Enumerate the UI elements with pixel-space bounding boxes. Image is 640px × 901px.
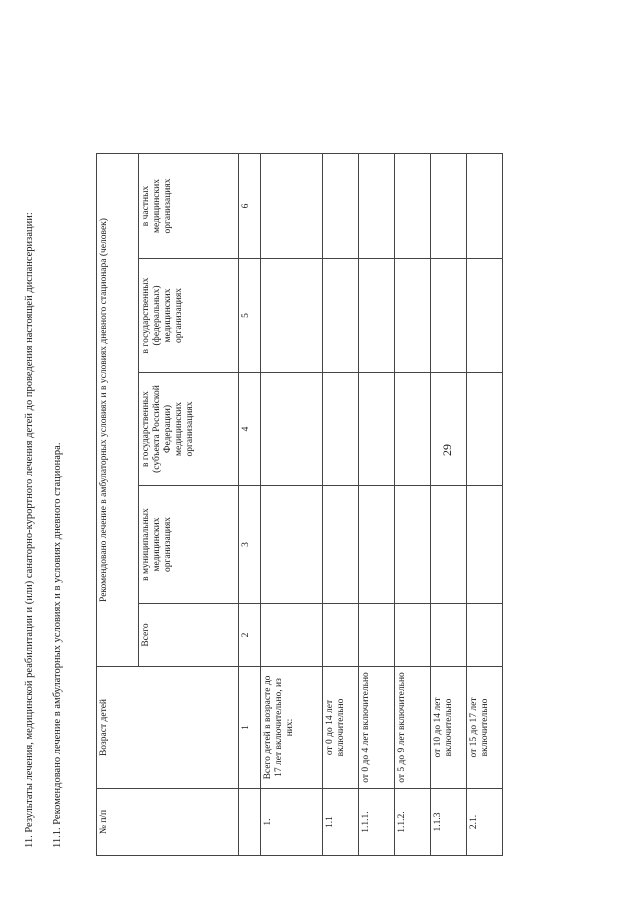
table-row (431, 154, 467, 856)
index-cell (239, 789, 261, 856)
table-row (261, 154, 323, 856)
row-age: от 10 до 14 лет включительно (431, 667, 467, 789)
row-num: 2.1. (467, 789, 503, 856)
row-num: 1.1.3 (431, 789, 467, 856)
col-municipal-header: в муниципальных медицинских организациях (139, 486, 239, 604)
index-cell: 3 (239, 486, 261, 604)
row-age: от 0 до 14 лет включительно (323, 667, 359, 789)
table-row (395, 154, 431, 856)
row-age: от 5 до 9 лет включительно (395, 667, 431, 789)
row-num: 1.1.1. (359, 789, 395, 856)
index-row (239, 154, 261, 856)
col-age-header: Возраст детей (97, 667, 239, 789)
table-row (467, 154, 503, 856)
row-num: 1.1 (323, 789, 359, 856)
col-private-header: в частных медицинских организациях (139, 154, 239, 259)
treatment-table (96, 153, 503, 856)
col-regional-header: в государственных (субъекта Российской Федерации) медицинских организациях (139, 373, 239, 486)
group-header: Рекомендовано лечение в амбулаторных условиях и в условиях дневного стационара (человек) (97, 154, 139, 667)
row-age: от 0 до 4 лет включительно (359, 667, 395, 789)
row-num: 1. (261, 789, 323, 856)
index-cell: 1 (239, 667, 261, 789)
col-num-header: № п/п (97, 789, 239, 856)
page-number: 29 (440, 444, 454, 456)
row-num: 1.1.2. (395, 789, 431, 856)
row-age: Всего детей в возрасте до 17 лет включительно, из них: (261, 667, 323, 789)
index-cell: 2 (239, 604, 261, 667)
header-row-1 (97, 154, 139, 856)
index-cell: 5 (239, 259, 261, 373)
subsection-heading: 11.1. Рекомендовано лечение в амбулаторных условиях и в условиях дневного стационара. (52, 442, 63, 848)
col-total-header: Всего (139, 604, 239, 667)
col-federal-header: в государственных (федеральных) медицинских организациях (139, 259, 239, 373)
row-age: от 15 до 17 лет включительно (467, 667, 503, 789)
section-heading: 11. Результаты лечения, медицинской реабилитации и (или) санаторно-курортного лечения детей до проведения настоящей диспансеризации: (24, 212, 35, 848)
index-cell: 6 (239, 154, 261, 259)
rotated-content (20, 20, 620, 880)
index-cell: 4 (239, 373, 261, 486)
table-row (359, 154, 395, 856)
table-row (323, 154, 359, 856)
